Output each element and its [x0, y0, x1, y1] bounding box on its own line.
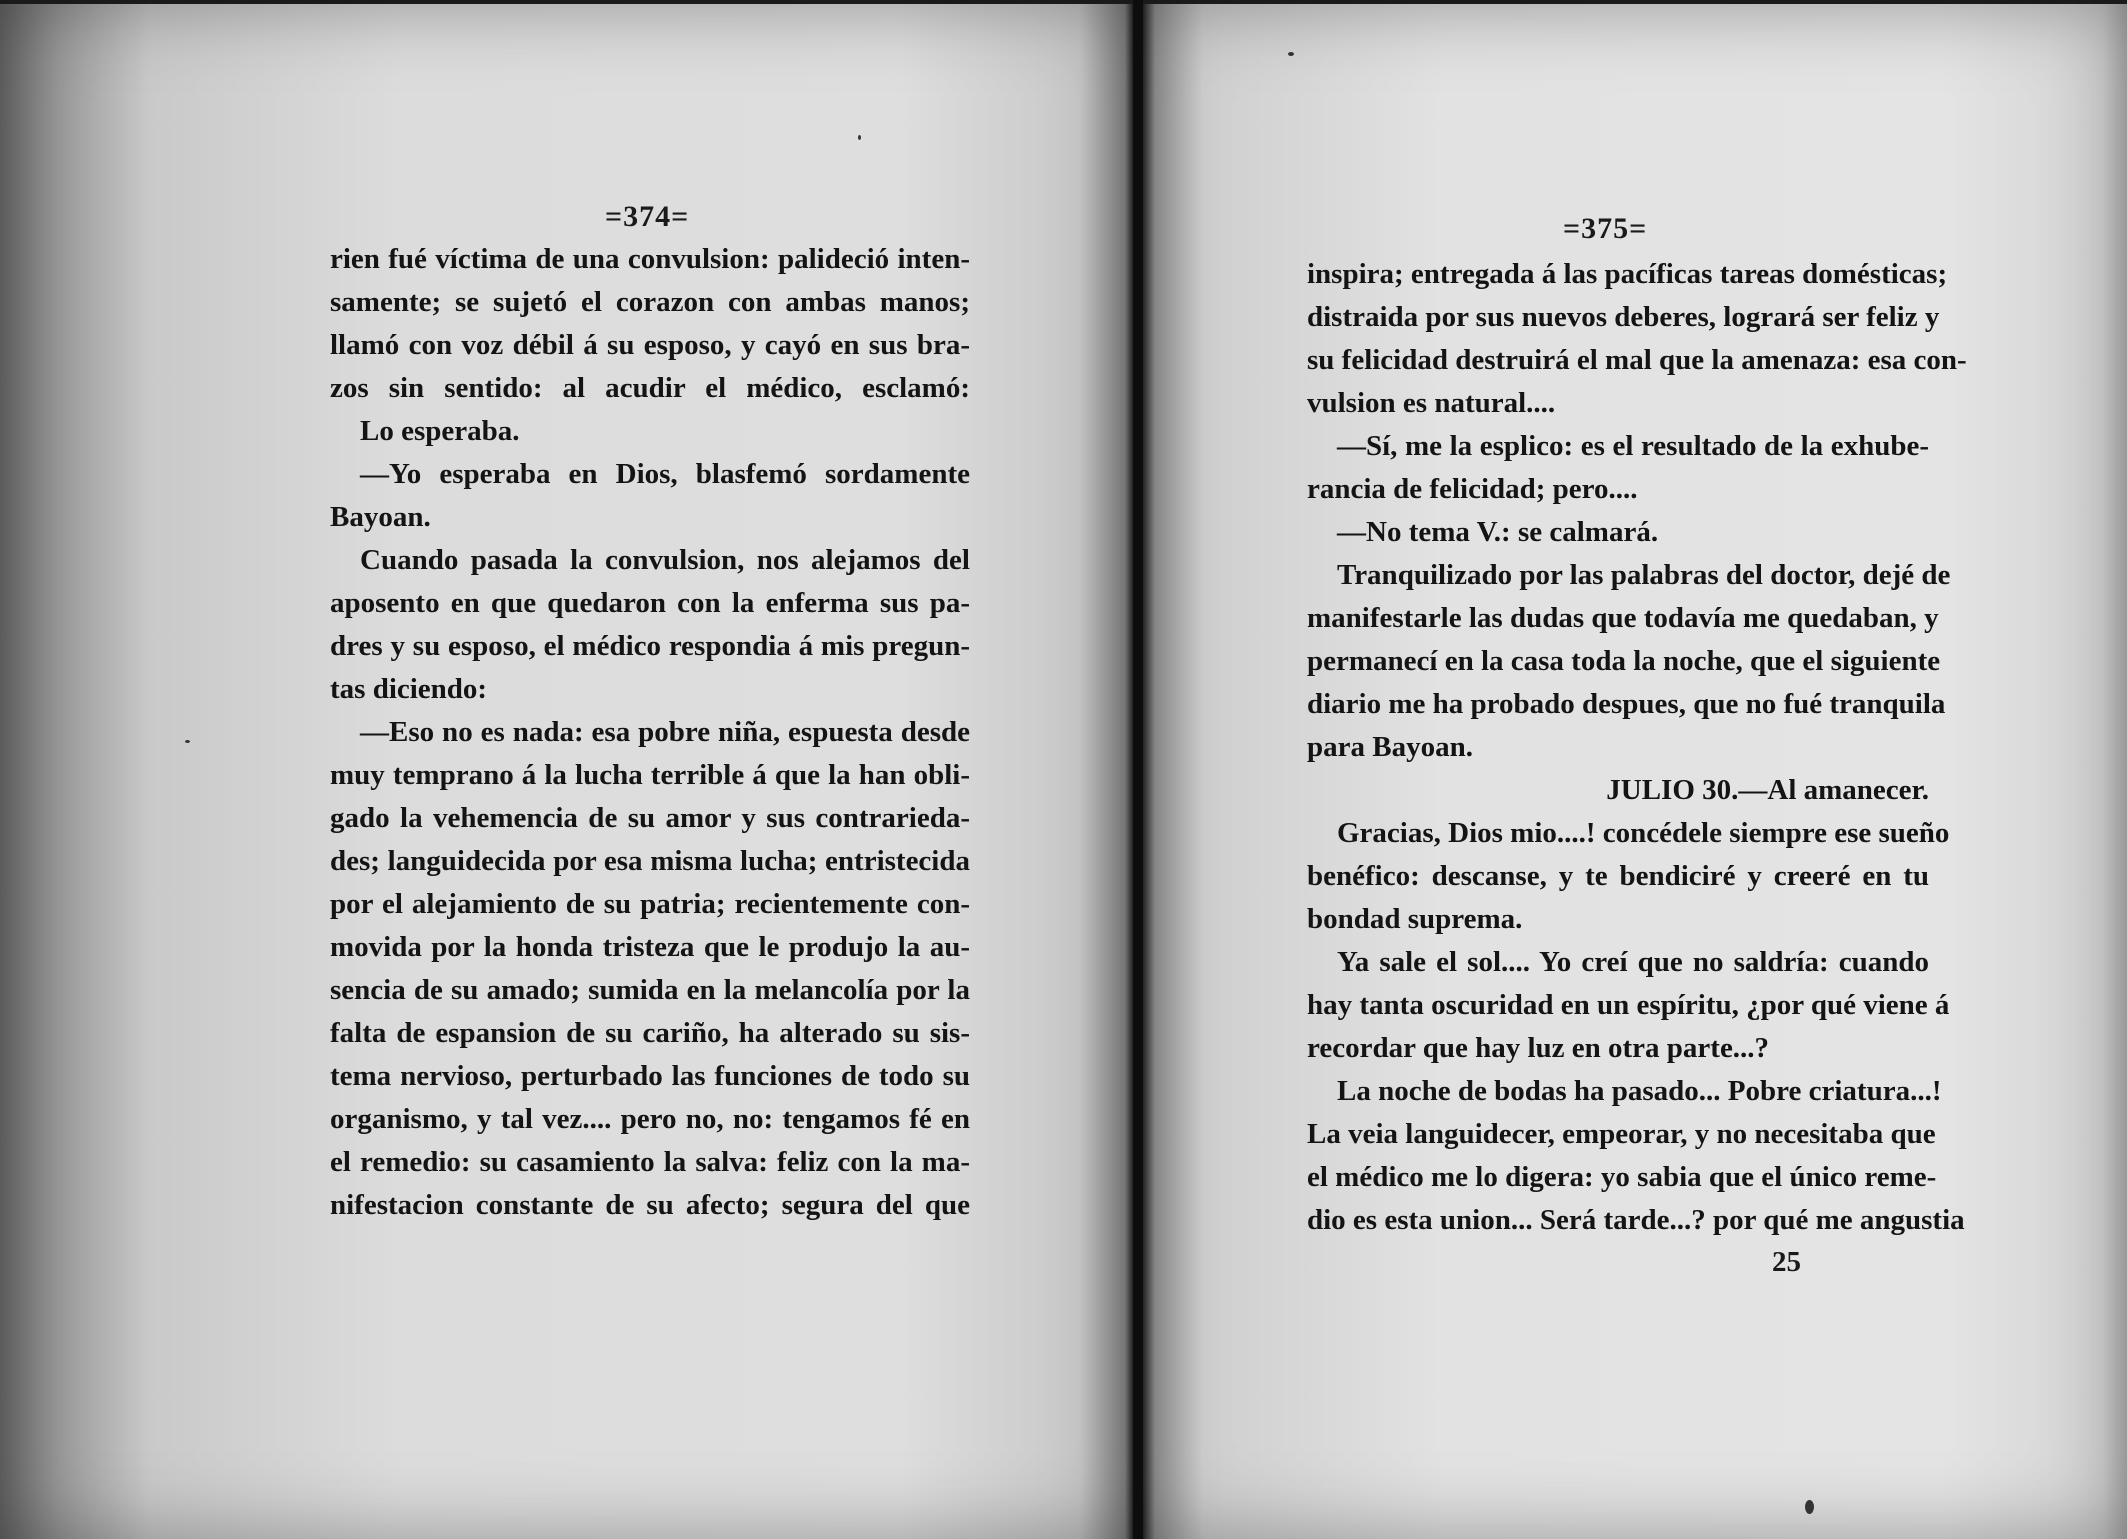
text-line: muy temprano á la lucha terrible á que la han obli-	[330, 759, 970, 791]
text-line: des; languidecida por esa misma lucha; entristecida	[330, 845, 970, 877]
text-line: tas diciendo:	[330, 673, 488, 705]
text-line: bondad suprema.	[1307, 903, 1523, 935]
text-line: para Bayoan.	[1307, 731, 1473, 763]
text-line: organismo, y tal vez.... pero no, no: tengamos fé en	[330, 1103, 970, 1135]
text-line: samente; se sujetó el corazon con ambas manos;	[330, 286, 970, 318]
signature-mark: 25	[1772, 1246, 1801, 1278]
text-line: permanecí en la casa toda la noche, que el siguiente	[1307, 645, 1941, 677]
text-line: su felicidad destruirá el mal que la amenaza: esa con-	[1307, 344, 1967, 376]
text-line: Ya sale el sol.... Yo creí que no saldría: cuando	[1337, 946, 1929, 978]
text-line: vulsion es natural....	[1307, 387, 1556, 419]
text-line: tema nervioso, perturbado las funciones de todo su	[330, 1060, 970, 1092]
text-line: —Yo esperaba en Dios, blasfemó sordamente	[360, 458, 970, 490]
text-line: Tranquilizado por las palabras del doctor, dejé de	[1337, 559, 1951, 591]
ink-speck	[858, 135, 861, 140]
text-line: Lo esperaba.	[360, 415, 520, 447]
text-line: La veia languidecer, empeorar, y no necesitaba que	[1307, 1118, 1936, 1150]
text-line: por el alejamiento de su patria; recientemente con-	[330, 888, 970, 920]
text-line: falta de espansion de su cariño, ha alterado su sis-	[330, 1017, 970, 1049]
text-line: el remedio: su casamiento la salva: feliz con la ma-	[330, 1146, 970, 1178]
ink-speck	[1288, 52, 1294, 56]
text-line: aposento en que quedaron con la enferma sus pa-	[330, 587, 970, 619]
text-line: —Eso no es nada: esa pobre niña, espuesta desde	[360, 716, 970, 748]
text-line: —No tema V.: se calmará.	[1337, 516, 1659, 548]
text-line: diario me ha probado despues, que no fué tranquila	[1307, 688, 1946, 720]
page-number-right: =375=	[1563, 212, 1648, 245]
text-line: benéfico: descanse, y te bendiciré y creeré en tu	[1307, 860, 1929, 892]
text-line: Cuando pasada la convulsion, nos alejamos del	[360, 544, 970, 576]
date-heading: JULIO 30.—Al amanecer.	[1606, 774, 1929, 806]
text-line: manifestarle las dudas que todavía me quedaban, y	[1307, 602, 1939, 634]
text-line: nifestacion constante de su afecto; segura del que	[330, 1189, 970, 1221]
text-line: La noche de bodas ha pasado... Pobre criatura...!	[1337, 1075, 1942, 1107]
text-line: hay tanta oscuridad en un espíritu, ¿por qué viene á	[1307, 989, 1950, 1021]
text-line: llamó con voz débil á su esposo, y cayó en sus bra-	[330, 329, 970, 361]
book-gutter	[1133, 0, 1143, 1539]
text-line: movida por la honda tristeza que le produjo la au-	[330, 931, 970, 963]
text-line: gado la vehemencia de su amor y sus contrarieda-	[330, 802, 970, 834]
page-number-left: =374=	[605, 200, 690, 233]
text-line: Bayoan.	[330, 501, 431, 533]
text-line: distraida por sus nuevos deberes, logrará ser feliz y	[1307, 301, 1940, 333]
text-line: rancia de felicidad; pero....	[1307, 473, 1638, 505]
text-line: dres y su esposo, el médico respondia á mis pregun-	[330, 630, 970, 662]
text-line: sencia de su amado; sumida en la melancolía por la	[330, 974, 970, 1006]
text-line: el médico me lo digera: yo sabia que el único reme-	[1307, 1161, 1937, 1193]
ink-speck	[1805, 1500, 1814, 1514]
text-line: rien fué víctima de una convulsion: palideció inten-	[330, 243, 970, 275]
text-line: zos sin sentido: al acudir el médico, esclamó:	[330, 372, 970, 404]
text-line: —Sí, me la esplico: es el resultado de la exhube-	[1337, 430, 1929, 462]
text-line: recordar que hay luz en otra parte...?	[1307, 1032, 1770, 1064]
ink-speck	[185, 740, 190, 743]
text-line: dio es esta union... Será tarde...? por qué me angustia	[1307, 1204, 1965, 1236]
text-line: Gracias, Dios mio....! concédele siempre ese sueño	[1337, 817, 1950, 849]
text-line: inspira; entregada á las pacíficas tareas domésticas;	[1307, 258, 1948, 290]
